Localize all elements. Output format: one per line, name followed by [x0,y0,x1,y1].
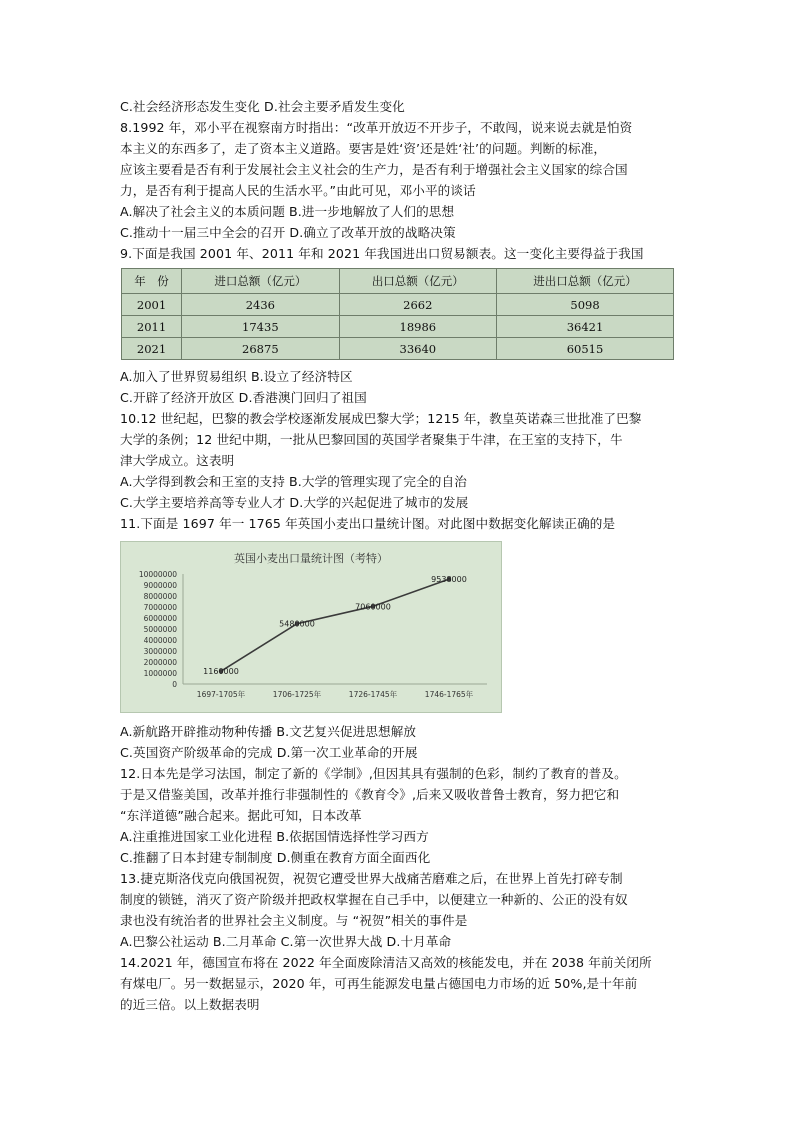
series-line [221,579,449,671]
question-10-line-3: 津大学成立。这表明 [120,453,235,468]
x-tick-label: 1706-1725年 [272,690,322,699]
question-12-options-ab: A.注重推进国家工业化进程 B.依据国情选择性学习西方 [120,829,429,844]
data-label: 9538000 [431,575,467,585]
option-line-q7-cd: C.社会经济形态发生变化 D.社会主要矛盾发生变化 [120,99,405,114]
question-8-line-1: 8.1992 年，邓小平在视察南方时指出：“改革开放迈不开步子，不敢闯，说来说去就是怕资 [120,120,633,135]
table-row [122,338,674,360]
trade-table-header-row [122,269,674,294]
question-8-line-2: 本主义的东西多了，走了资本主义道路。要害是姓‘资’还是姓‘社’的问题。判断的标准， [120,141,607,156]
table-cell: 18986 [339,316,496,338]
wheat-export-chart [120,541,502,713]
question-8-line-3: 应该主要看是否有利于发展社会主义社会的生产力，是否有利于增强社会主义国家的综合国 [120,162,628,177]
y-tick-label: 5000000 [143,625,177,634]
table-row [122,316,674,338]
y-tick-label: 7000000 [143,603,177,612]
y-tick-label: 9000000 [143,581,177,590]
y-tick-label: 0 [172,680,177,689]
question-8-options-ab: A.解决了社会主义的本质问题 B.进一步地解放了人们的思想 [120,204,455,219]
question-11-stem: 11.下面是 1697 年一 1765 年英国小麦出口量统计图。对此图中数据变化解读正确的是 [120,516,616,531]
table-cell: 2436 [182,294,339,316]
table-cell: 33640 [339,338,496,360]
question-10-options-ab: A.大学得到教会和王室的支持 B.大学的管理实现了完全的自治 [120,474,467,489]
table-cell: 2001 [122,294,182,316]
question-10-line-1: 10.12 世纪起，巴黎的教会学校逐渐发展成巴黎大学；1215 年，教皇英诺森三世批准了巴黎 [120,411,642,426]
x-tick-label: 1697-1705年 [196,690,246,699]
table-cell: 60515 [497,338,674,360]
question-12-options-cd: C.推翻了日本封建专制制度 D.侧重在教育方面全面西化 [120,850,431,865]
chart-svg [121,542,501,712]
question-11-options-ab: A.新航路开辟推动物种传播 B.文艺复兴促进思想解放 [120,724,417,739]
question-14-line-1: 14.2021 年，德国宣布将在 2022 年全面废除清洁又高效的核能发电，并在 2038 年前关闭所 [120,955,652,970]
x-tick-label: 1726-1745年 [348,690,398,699]
question-8-options-cd: C.推动十一届三中全会的召开 D.确立了改革开放的战略决策 [120,225,456,240]
question-9-options-cd: C.开辟了经济开放区 D.香港澳门回归了祖国 [120,390,367,405]
header-total: 进出口总额（亿元） [497,269,674,294]
y-tick-label: 8000000 [143,592,177,601]
data-label: 5480000 [279,619,315,629]
y-tick-label: 1000000 [143,669,177,678]
table-cell: 2662 [339,294,496,316]
question-11-options-cd: C.英国资产阶级革命的完成 D.第一次工业革命的开展 [120,745,418,760]
question-14-line-3: 的近三倍。以上数据表明 [120,997,260,1012]
question-12-line-2: 于是又借鉴美国，改革并推行非强制性的《教育令》,后来又吸收普鲁士教育，努力把它和 [120,787,620,802]
table-cell: 17435 [182,316,339,338]
data-label: 7060000 [355,602,391,612]
header-import: 进口总额（亿元） [182,269,339,294]
question-13-line-3: 隶也没有统治者的世界社会主义制度。与 “祝贺”相关的事件是 [120,913,468,928]
question-12-line-3: “东洋道德”融合起来。据此可知，日本改革 [120,808,362,823]
chart-title: 英国小麦出口量统计图（考特） [234,552,388,565]
y-tick-label: 3000000 [143,647,177,656]
question-13-line-2: 制度的锁链，消灭了资产阶级并把政权掌握在自己手中，以便建立一种新的、公正的没有奴 [120,892,628,907]
header-year: 年 份 [122,269,182,294]
table-row [122,294,674,316]
question-9-stem: 9.下面是我国 2001 年、2011 年和 2021 年我国进出口贸易额表。这一变化主要得益于我国 [120,246,644,261]
table-cell: 2021 [122,338,182,360]
question-14-line-2: 有煤电厂。另一数据显示，2020 年，可再生能源发电量占德国电力市场的近 50%,是十年前 [120,976,638,991]
question-10-line-2: 大学的条例；12 世纪中期，一批从巴黎回国的英国学者聚集于牛津，在王室的支持下，牛 [120,432,623,447]
question-12-line-1: 12.日本先是学习法国，制定了新的《学制》,但因其具有强制的色彩，制约了教育的普及。 [120,766,627,781]
question-10-options-cd: C.大学主要培养高等专业人才 D.大学的兴起促进了城市的发展 [120,495,469,510]
data-label: 1160000 [203,667,239,677]
question-9-options-ab: A.加入了世界贸易组织 B.设立了经济特区 [120,369,353,384]
table-cell: 2011 [122,316,182,338]
y-tick-label: 6000000 [143,614,177,623]
table-cell: 26875 [182,338,339,360]
trade-table [121,268,674,360]
y-tick-label: 2000000 [143,658,177,667]
question-8-line-4: 力，是否有利于提高人民的生活水平。”由此可见，邓小平的谈话 [120,183,476,198]
y-tick-label: 4000000 [143,636,177,645]
question-13-line-1: 13.捷克斯洛伐克向俄国祝贺，祝贺它遭受世界大战痛苦磨难之后，在世界上首先打碎专制 [120,871,623,886]
question-13-options: A.巴黎公社运动 B.二月革命 C.第一次世界大战 D.十月革命 [120,934,452,949]
table-cell: 36421 [497,316,674,338]
x-tick-label: 1746-1765年 [424,690,474,699]
table-cell: 5098 [497,294,674,316]
header-export: 出口总额（亿元） [339,269,496,294]
y-tick-label: 10000000 [138,570,177,579]
